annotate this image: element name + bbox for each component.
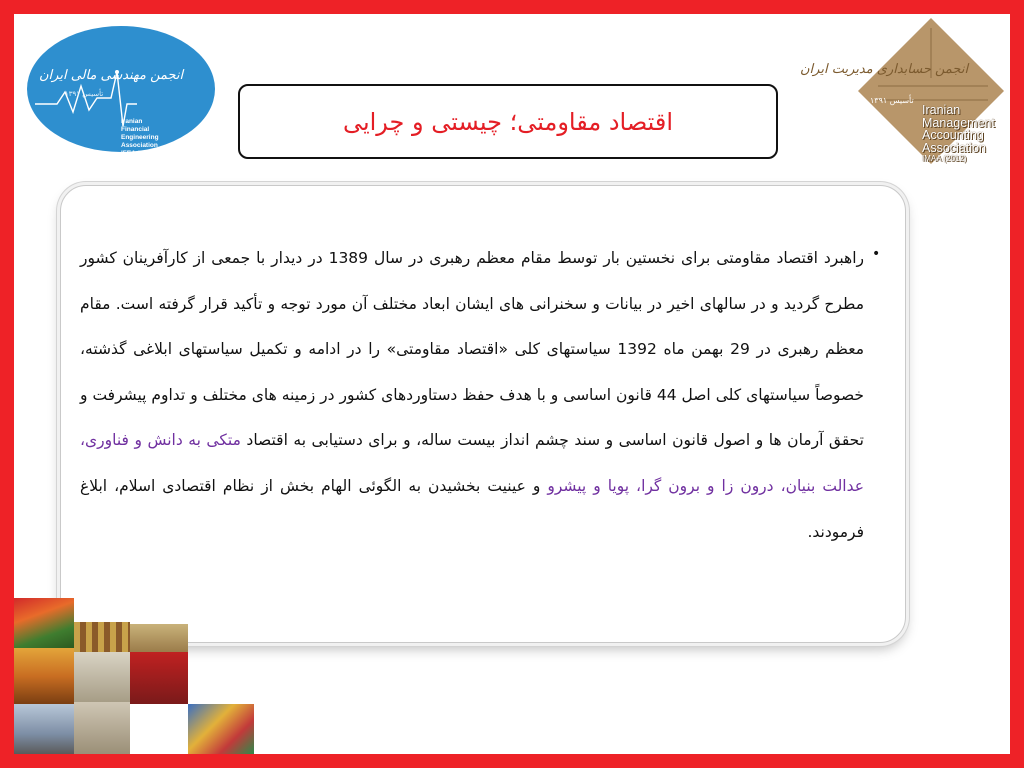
ifea-logo xyxy=(27,26,215,157)
imaa-logo-year: تأسیس ۱۳۹۱ xyxy=(870,96,914,105)
imaa-abbr: IMAA (2012) xyxy=(922,154,967,163)
ifea-line: Association xyxy=(121,142,158,149)
imaa-line: Association xyxy=(922,140,986,155)
paragraph-highlight: متکی به دانش و فناوری، عدالت بنیان، درون زا و برون گرا، پویا و پیشرو xyxy=(80,431,864,495)
content-paragraph xyxy=(80,236,864,616)
imaa-line: Accounting xyxy=(922,128,984,142)
ifea-logo-english xyxy=(121,118,159,158)
paragraph-text-2: و عینیت بخشیدن به الگوئی الهام بخش از نظام اقتصادی اسلام، ابلاغ فرمودند. xyxy=(80,476,864,541)
photo-collage xyxy=(14,598,254,754)
imaa-logo-script: انجمن حسابداری مدیریت ایران xyxy=(800,62,969,77)
bullet-icon: • xyxy=(872,246,881,262)
collage-tile-white xyxy=(130,704,188,754)
collage-tile-green xyxy=(14,648,74,704)
imaa-line: Management xyxy=(922,115,995,130)
collage-tile-colorful xyxy=(188,704,254,754)
ifea-logo-year: تأسیس ۱۳۹۱ xyxy=(65,90,104,98)
collage-tile-tower xyxy=(14,704,74,754)
ifea-logo-script: انجمن مهندسی مالی ایران xyxy=(39,68,184,83)
collage-tile-pattern xyxy=(74,622,130,652)
collage-tile-red xyxy=(130,652,188,704)
ifea-line: Engineering xyxy=(121,134,159,141)
collage-tile-sky xyxy=(130,624,188,652)
collage-tile-flowers xyxy=(14,598,74,648)
ifea-line: Financial xyxy=(121,126,150,133)
paragraph-text-1: راهبرد اقتصاد مقاومتی برای نخستین بار توسط مقام معظم رهبری در سال 1389 در دیدار با جمعی از کارآفرینان کشور مطرح گردید و در سالهای اخیر در بیانات و سخنرانی های ایشان ابعاد مختلف آن مورد توجه و تأکید قرار گرفته است. مقام معظم رهبری در 29 بهمن ماه 1392 سیاستهای کلی «اقتصاد مقاومتی» را در ادامه و تکمیل سیاستهای ابلاغی گذشته، خصوصاً سیاستهای کلی اصل 44 قانون اساسی و با هدف حفظ دستاوردهای کشور در زمینه های مختلف و تداوم پیشرفت و تحقق آرمان ها و اصول قانون اساسی و سند چشم انداز بیست ساله، و برای دستیابی به اقتصاد xyxy=(80,249,865,450)
title-box xyxy=(238,84,778,159)
imaa-line: Iranian xyxy=(922,103,961,117)
ifea-line: Iranian xyxy=(121,118,143,125)
imaa-logo-english xyxy=(922,104,995,164)
ifea-line: IFEA (2011) xyxy=(121,150,156,157)
collage-tile-statues xyxy=(74,652,130,702)
collage-tile-stone xyxy=(74,702,130,754)
slide-title: اقتصاد مقاومتی؛ چیستی و چرایی xyxy=(342,107,674,136)
